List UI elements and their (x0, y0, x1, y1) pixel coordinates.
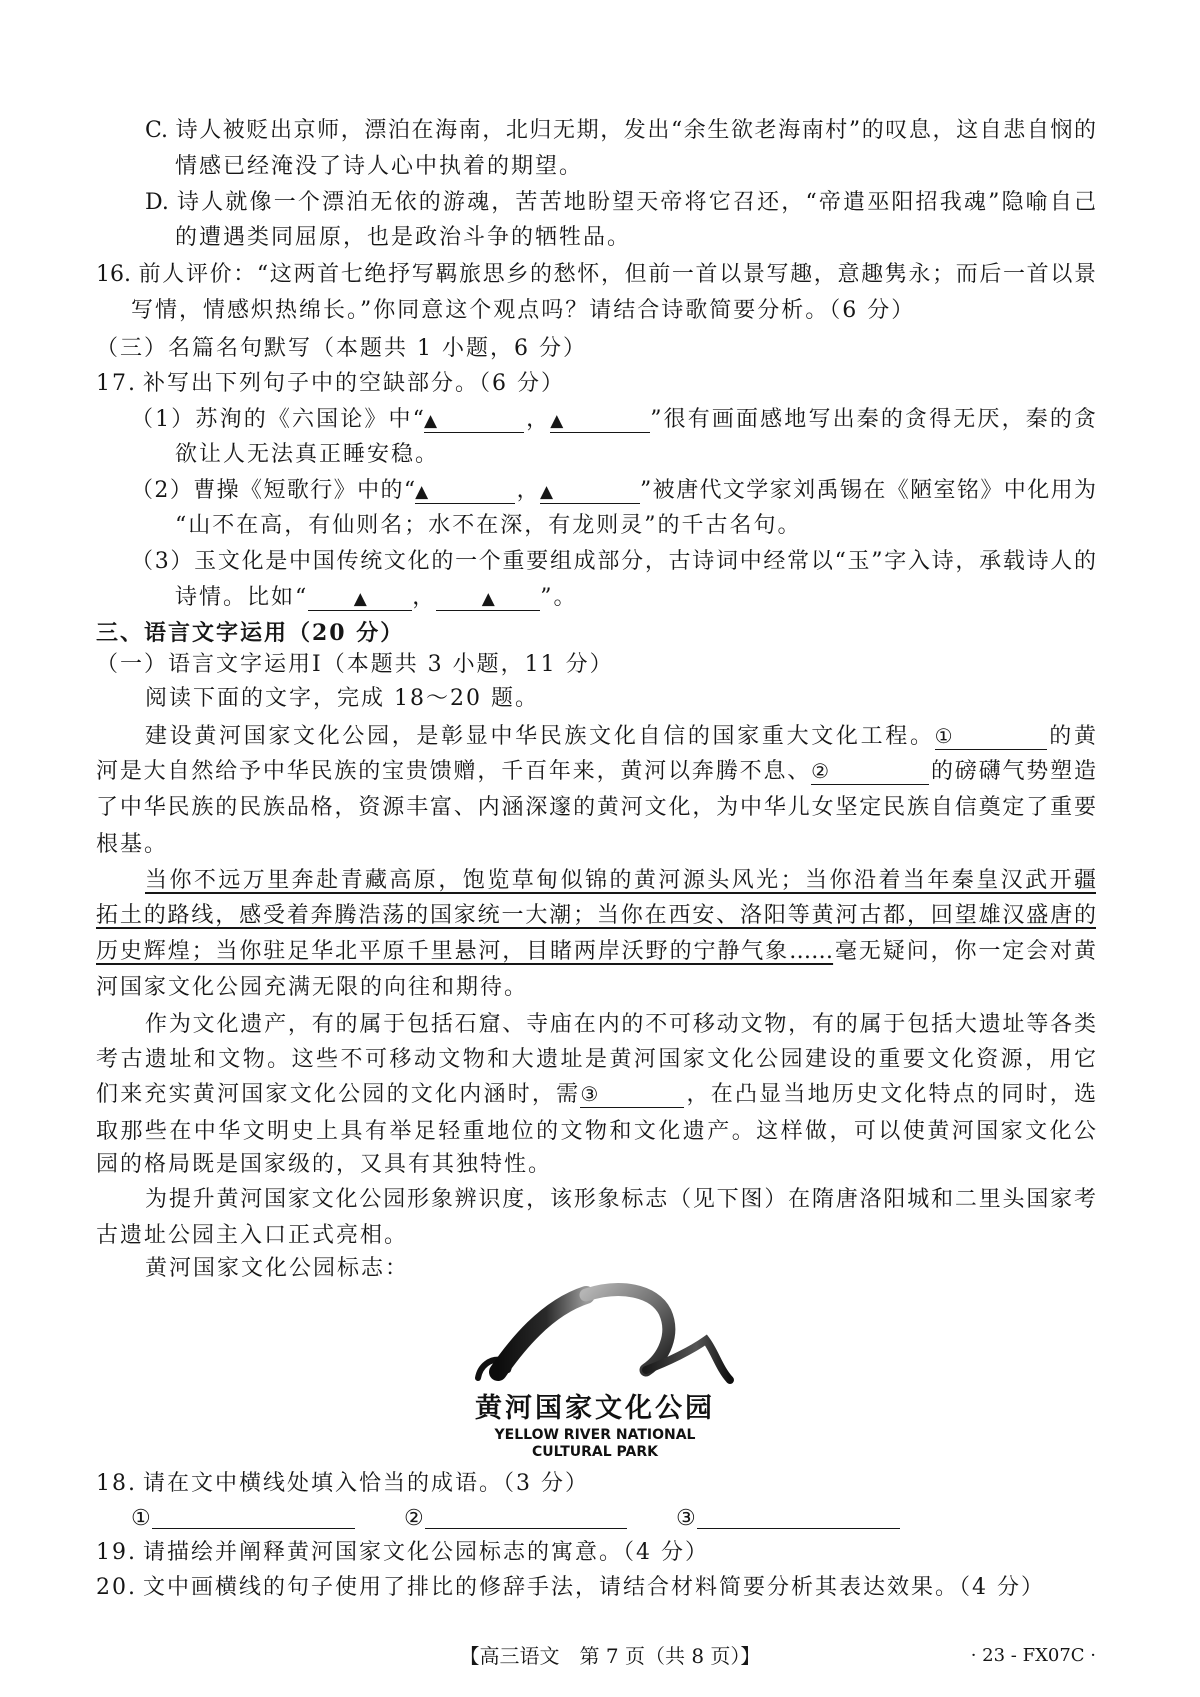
item-1-sep: ， (523, 407, 551, 432)
option-c-line-1 (145, 115, 1096, 147)
question-17-item-3-line-2 (175, 582, 1096, 614)
fill-blank-2 (811, 759, 929, 785)
part-3-heading: （三）名篇名句默写（本题共 1 小题，6 分） (96, 336, 587, 361)
passage-p1-line-1 (145, 721, 1096, 753)
section-3-sub-heading: （一）语言文字运用Ⅰ（本题共 3 小题，11 分） (96, 652, 614, 677)
item-1-after: ”很有画面感地写出秦的贪得无厌，秦的贪 (650, 407, 1096, 432)
question-17-item-3-line-1 (131, 546, 1096, 578)
blank-number: ③ (580, 1082, 599, 1106)
passage-p2-line-2 (96, 900, 1096, 932)
fill-blank (415, 478, 515, 504)
question-17-item-1-line-1 (131, 404, 1096, 436)
passage-p3-line-3 (96, 1079, 1096, 1111)
item-3-text: 玉文化是中国传统文化的一个重要组成部分，古诗词中经常以“玉”字入诗，承载诗人的 (194, 549, 1096, 574)
passage-p1-line-3: 了中华民族的民族品格，资源丰富、内涵深邃的黄河文化，为中华儿女坚定民族自信奠定了重要 (96, 795, 1096, 820)
triangle-mark-icon: ▲ (353, 589, 367, 609)
passage-p1-line-2 (96, 756, 1096, 788)
option-d-text: 诗人就像一个漂泊无依的游魂，苦苦地盼望天帝将它召还，“帝遣巫阳招我魂”隐喻自己 (174, 190, 1096, 215)
answer-line-2 (425, 1528, 627, 1529)
triangle-mark-icon: ▲ (540, 482, 554, 502)
question-17-stem-line (96, 368, 1096, 400)
option-c-text: 诗人被贬出京师，漂泊在海南，北归无期，发出“余生欲老海南村”的叹息，这自悲自悯的 (174, 118, 1096, 143)
item-3-before: 诗情。比如“ (175, 585, 309, 610)
item-2-after: ”被唐代文学家刘禹锡在《陋室铭》中化用为 (640, 478, 1096, 503)
passage-text: 们来充实黄河国家文化公园的文化内涵时，需 (96, 1082, 581, 1107)
fill-blank-3 (580, 1082, 684, 1108)
item-1-label: （1） (131, 407, 196, 432)
option-d-label: D. (145, 190, 169, 215)
answer-label-2: ② (404, 1506, 424, 1531)
reading-instruction: 阅读下面的文字，完成 18～20 题。 (145, 686, 539, 711)
answer-line-3 (697, 1528, 900, 1529)
triangle-mark-icon: ▲ (550, 411, 564, 431)
fill-blank-1 (935, 724, 1047, 750)
item-3-after: ”。 (540, 585, 578, 610)
item-3-label: （3） (131, 549, 195, 574)
fill-blank (436, 585, 540, 611)
question-19 (96, 1537, 1096, 1569)
item-1-before: 苏洵的《六国论》中“ (195, 407, 424, 432)
question-20-text: 文中画横线的句子使用了排比的修辞手法，请结合材料简要分析其表达效果。（4 分） (143, 1575, 1045, 1600)
fill-blank (540, 478, 640, 504)
passage-p4-line-2: 古遗址公园主入口正式亮相。 (96, 1223, 409, 1248)
item-2-before: 曹操《短歌行》中的“ (193, 478, 416, 503)
yellow-river-logo-icon (468, 1280, 740, 1392)
logo-caption: 黄河国家文化公园标志： (145, 1256, 410, 1281)
item-2-label: （2） (131, 478, 194, 503)
passage-p1-line-4: 根基。 (96, 832, 169, 857)
passage-text: ，在凸显当地历史文化特点的同时，选 (684, 1082, 1096, 1107)
item-3-sep: ， (412, 585, 437, 610)
passage-p2-line-4: 河国家文化公园充满无限的向往和期待。 (96, 975, 529, 1000)
logo-ribbon-main (498, 1295, 586, 1372)
question-18-text: 请在文中横线处填入恰当的成语。（3 分） (143, 1471, 589, 1496)
option-c-label: C. (145, 118, 169, 143)
section-3-heading: 三、语言文字运用（20 分） (96, 620, 405, 646)
question-17-stem: 补写出下列句子中的空缺部分。（6 分） (143, 371, 565, 396)
underlined-sentence: 拓土的路线，感受着奔腾浩荡的国家统一大潮；当你在西安、洛阳等黄河古都，回望雄汉盛唐的 (96, 903, 1096, 928)
triangle-mark-icon: ▲ (415, 482, 429, 502)
answer-line-1 (152, 1528, 355, 1529)
footer-code: · 23 - FX07C · (970, 1645, 1096, 1666)
passage-text: 河是大自然给予中华民族的宝贵馈赠，千百年来，黄河以奔腾不息、 (96, 759, 812, 784)
passage-p3-line-5: 园的格局既是国家级的，又具有其独特性。 (96, 1152, 553, 1177)
underlined-sentence: 当你不远万里奔赴青藏高原，饱览草甸似锦的黄河源头风光；当你沿着当年秦皇汉武开疆 (145, 868, 1096, 893)
question-19-number: 19. (96, 1540, 137, 1565)
option-d-line-1 (145, 187, 1096, 219)
triangle-mark-icon: ▲ (481, 589, 495, 609)
question-20-number: 20. (96, 1575, 137, 1600)
question-18-number: 18. (96, 1471, 137, 1496)
passage-p3-line-2: 考古遗址和文物。这些不可移动文物和大遗址是黄河国家文化公园建设的重要文化资源，用它 (96, 1047, 1096, 1072)
item-2-sep: ， (515, 478, 540, 503)
question-17-number: 17. (96, 371, 137, 396)
question-16-line-2: 写情，情感炽热绵长。”你同意这个观点吗？请结合诗歌简要分析。（6 分） (131, 298, 916, 323)
answer-label-3: ③ (676, 1506, 696, 1531)
passage-p3-line-1: 作为文化遗产，有的属于包括石窟、寺庙在内的不可移动文物，有的属于包括大遗址等各类 (145, 1012, 1096, 1037)
passage-p2-line-3 (96, 936, 1096, 968)
passage-p2-line-1 (145, 865, 1096, 897)
question-16-number: 16. (96, 262, 131, 287)
question-16-text: 前人评价：“这两首七绝抒写羁旅思乡的愁怀，但前一首以景写趣，意趣隽永；而后一首以景 (137, 262, 1096, 287)
passage-p3-line-4: 取那些在中华文明史上具有举足轻重地位的文物和文化遗产。这样做，可以使黄河国家文化公 (96, 1119, 1096, 1144)
passage-text: 的黄 (1046, 724, 1096, 749)
triangle-mark-icon: ▲ (423, 411, 438, 431)
question-17-item-1-line-2: 欲让人无法真正睡安稳。 (175, 442, 440, 467)
logo-english-line-1: YELLOW RIVER NATIONAL (494, 1427, 696, 1443)
question-17-item-2-line-1 (131, 475, 1096, 507)
logo-ribbon-bend (586, 1290, 669, 1370)
option-c-line-2: 情感已经淹没了诗人心中执着的期望。 (175, 154, 584, 179)
answer-label-1: ① (131, 1506, 151, 1531)
question-18 (96, 1468, 1096, 1500)
blank-number: ② (811, 759, 830, 783)
logo-english-line-2: CULTURAL PARK (531, 1444, 658, 1460)
passage-text: 毫无疑问，你一定会对黄 (833, 939, 1096, 964)
fill-blank (308, 585, 412, 611)
passage-text: 的磅礴气势塑造 (929, 759, 1096, 784)
passage-text: 建设黄河国家文化公园，是彰显中华民族文化自信的国家重大文化工程。 (145, 724, 935, 749)
footer-page-info: 【高三语文 第 7 页（共 8 页）】 (459, 1644, 761, 1668)
fill-blank (424, 407, 524, 433)
logo-chinese-name: 黄河国家文化公园 (475, 1393, 715, 1424)
question-20 (96, 1572, 1096, 1604)
question-19-text: 请描绘并阐释黄河国家文化公园标志的寓意。（4 分） (143, 1540, 709, 1565)
question-17-item-2-line-2: “山不在高，有仙则名；水不在深，有龙则灵”的千古名句。 (175, 513, 802, 538)
option-d-line-2: 的遭遇类同屈原，也是政治斗争的牺牲品。 (175, 225, 632, 250)
underlined-sentence: 历史辉煌；当你驻足华北平原千里悬河，目睹两岸沃野的宁静气象…… (96, 939, 834, 964)
fill-blank (550, 407, 650, 433)
blank-number: ① (934, 724, 953, 748)
question-16-line-1 (96, 259, 1096, 291)
passage-p4-line-1: 为提升黄河国家文化公园形象辨识度，该形象标志（见下图）在隋唐洛阳城和二里头国家考 (145, 1187, 1096, 1212)
